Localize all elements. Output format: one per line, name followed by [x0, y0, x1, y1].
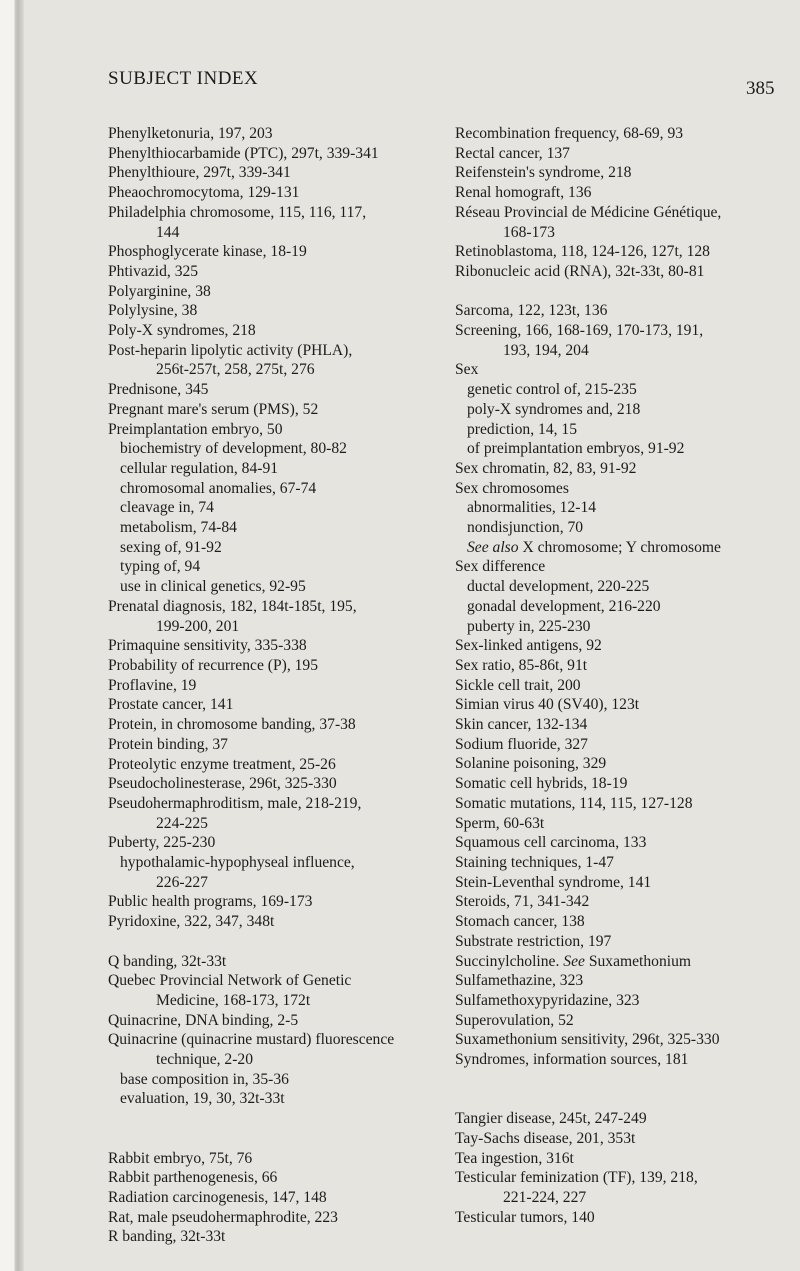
entry-text: biochemistry of development, 80-82: [120, 440, 347, 458]
entry-text: cellular regulation, 84-91: [120, 459, 279, 477]
entry-text: Somatic mutations, 114, 115, 127-128: [455, 794, 693, 812]
index-entry-continuation: [455, 223, 795, 243]
entry-text: Primaquine sensitivity, 335-338: [108, 637, 307, 655]
index-subentry: [455, 577, 795, 597]
entry-heading-text: Succinylcholine.: [455, 952, 564, 970]
see-reference: See: [563, 952, 589, 970]
entry-text: Steroids, 71, 341-342: [455, 893, 590, 911]
index-entry: [455, 360, 795, 380]
index-entry: [108, 321, 448, 341]
entry-text: 224-225: [156, 814, 208, 832]
entry-text: Somatic cell hybrids, 18-19: [455, 775, 628, 793]
index-entry: [455, 1109, 795, 1129]
entry-text: Suxamethonium sensitivity, 296t, 325-330: [455, 1031, 720, 1049]
entry-text: Reifenstein's syndrome, 218: [455, 164, 632, 182]
index-entry: [455, 301, 795, 321]
index-entry: [455, 262, 795, 282]
entry-text: hypothalamic-hypophyseal influence,: [120, 854, 355, 872]
entry-text: Sulfamethoxypyridazine, 323: [455, 991, 640, 1009]
index-entry: [455, 1149, 795, 1169]
entry-text: Sex-linked antigens, 92: [455, 637, 602, 655]
entry-text: Prostate cancer, 141: [108, 696, 234, 714]
index-entry: [455, 814, 795, 834]
index-entry: [108, 715, 448, 735]
index-entry: [455, 932, 795, 952]
entry-text: Tay-Sachs disease, 201, 353t: [455, 1129, 636, 1147]
entry-text: Syndromes, information sources, 181: [455, 1051, 689, 1069]
index-entry: [108, 1227, 448, 1247]
entry-text: Simian virus 40 (SV40), 123t: [455, 696, 640, 714]
entry-text: poly-X syndromes and, 218: [467, 400, 641, 418]
entry-text: Sulfamethazine, 323: [455, 972, 584, 990]
entry-text: Recombination frequency, 68-69, 93: [455, 125, 684, 142]
entry-text: Proflavine, 19: [108, 676, 197, 694]
entry-text: Skin cancer, 132-134: [455, 716, 588, 734]
index-entry: [455, 124, 795, 144]
entry-text: puberty in, 225-230: [467, 617, 591, 635]
index-entry: [108, 676, 448, 696]
index-entry: [455, 695, 795, 715]
index-entry-continuation: [108, 1050, 448, 1070]
entry-text: Polylysine, 38: [108, 302, 198, 320]
index-entry: [108, 1168, 448, 1188]
index-subentry: [108, 577, 448, 597]
index-entry: [108, 282, 448, 302]
entry-text: Sex chromosomes: [455, 479, 569, 497]
entry-text: Polyarginine, 38: [108, 282, 211, 300]
index-entry: [108, 833, 448, 853]
running-header-title: SUBJECT INDEX: [108, 68, 259, 89]
entry-text: Phtivazid, 325: [108, 262, 199, 280]
index-subentry: [108, 459, 448, 479]
index-entry: [108, 1208, 448, 1228]
index-entry: [108, 183, 448, 203]
index-entry: [455, 479, 795, 499]
index-entry: [455, 952, 795, 972]
index-entry: [108, 1188, 448, 1208]
entry-text: Q banding, 32t-33t: [108, 952, 227, 970]
index-entry: [455, 203, 795, 223]
index-entry-continuation: [455, 1188, 795, 1208]
entry-text: Phosphoglycerate kinase, 18-19: [108, 243, 307, 261]
entry-text: Substrate restriction, 197: [455, 932, 612, 950]
index-subentry: [108, 518, 448, 538]
see-also-reference: See also: [467, 538, 523, 556]
entry-text: Pheaochromocytoma, 129-131: [108, 184, 300, 202]
index-entry-continuation: [108, 814, 448, 834]
index-subentry: [108, 498, 448, 518]
index-entry: [108, 971, 448, 991]
index-entry-continuation: [108, 360, 448, 380]
index-entry: [455, 735, 795, 755]
index-subentry: [108, 853, 448, 873]
index-entry: [455, 833, 795, 853]
index-entry: [455, 1208, 795, 1228]
entry-text: Ribonucleic acid (RNA), 32t-33t, 80-81: [455, 262, 705, 280]
index-entry: [108, 1030, 448, 1050]
entry-text: technique, 2-20: [156, 1051, 253, 1069]
entry-text: Sex ratio, 85-86t, 91t: [455, 656, 588, 674]
index-entry: [108, 203, 448, 223]
section-gap: [455, 1089, 795, 1109]
index-entry: [455, 754, 795, 774]
entry-text: Sperm, 60-63t: [455, 814, 545, 832]
index-entry: [108, 163, 448, 183]
entry-text: Tangier disease, 245t, 247-249: [455, 1110, 647, 1128]
entry-text: 144: [156, 223, 180, 241]
entry-text: Proteolytic enzyme treatment, 25-26: [108, 755, 336, 773]
index-subentry: [455, 439, 795, 459]
index-subentry: [108, 1089, 448, 1109]
entry-text: prediction, 14, 15: [467, 420, 578, 438]
entry-text: Post-heparin lipolytic activity (PHLA),: [108, 341, 353, 359]
index-subentry: [455, 400, 795, 420]
entry-text: Philadelphia chromosome, 115, 116, 117,: [108, 203, 367, 221]
entry-text: Screening, 166, 168-169, 170-173, 191,: [455, 322, 704, 340]
index-entry: [108, 597, 448, 617]
entry-text: Pseudohermaphroditism, male, 218-219,: [108, 794, 362, 812]
page-binding-edge: [0, 0, 24, 1271]
index-entry: [108, 341, 448, 361]
entry-text: 256t-257t, 258, 275t, 276: [156, 361, 315, 379]
index-subentry: [455, 538, 795, 558]
index-entry: [108, 794, 448, 814]
entry-text: genetic control of, 215-235: [467, 381, 637, 399]
section-gap: [108, 932, 448, 952]
index-entry: [108, 952, 448, 972]
index-entry: [108, 774, 448, 794]
entry-text: Prednisone, 345: [108, 381, 209, 399]
index-entry: [455, 892, 795, 912]
entry-text: Protein binding, 37: [108, 735, 228, 753]
entry-text: Protein, in chromosome banding, 37-38: [108, 716, 356, 734]
index-entry: [108, 755, 448, 775]
page-number: 385: [746, 78, 775, 99]
index-entry: [108, 144, 448, 164]
index-entry: [455, 183, 795, 203]
index-entry-continuation: [108, 223, 448, 243]
index-entry: [108, 420, 448, 440]
index-entry-continuation: [108, 991, 448, 1011]
index-entry: [455, 656, 795, 676]
index-entry: [455, 1168, 795, 1188]
entry-text: Stein-Leventhal syndrome, 141: [455, 873, 652, 891]
entry-text: Quebec Provincial Network of Genetic: [108, 972, 352, 990]
entry-text: X chromosome; Y chromosome: [522, 538, 721, 556]
entry-text: gonadal development, 216-220: [467, 597, 661, 615]
entry-text: Sarcoma, 122, 123t, 136: [455, 302, 608, 320]
index-entry: [108, 242, 448, 262]
index-entry: [108, 1149, 448, 1169]
index-subentry: [455, 518, 795, 538]
entry-text: Sex difference: [455, 558, 546, 576]
index-entry: [455, 321, 795, 341]
index-entry: [455, 676, 795, 696]
index-entry: [108, 301, 448, 321]
entry-text: ductal development, 220-225: [467, 578, 650, 596]
entry-text: 168-173: [503, 223, 555, 241]
entry-text: Poly-X syndromes, 218: [108, 322, 256, 340]
index-entry: [455, 774, 795, 794]
index-entry: [455, 853, 795, 873]
index-entry: [108, 892, 448, 912]
entry-text: Probability of recurrence (P), 195: [108, 656, 319, 674]
index-entry: [108, 400, 448, 420]
index-entry: [455, 873, 795, 893]
index-entry: [455, 991, 795, 1011]
entry-text: Rectal cancer, 137: [455, 144, 570, 162]
entry-text: use in clinical genetics, 92-95: [120, 578, 306, 596]
index-entry: [108, 262, 448, 282]
entry-text: Solanine poisoning, 329: [455, 755, 607, 773]
entry-text: Renal homograft, 136: [455, 184, 592, 202]
index-entry: [455, 912, 795, 932]
entry-text: Phenylthiocarbamide (PTC), 297t, 339-341: [108, 144, 379, 162]
entry-text: Retinoblastoma, 118, 124-126, 127t, 128: [455, 243, 710, 261]
entry-text: Medicine, 168-173, 172t: [156, 991, 311, 1009]
entry-text: metabolism, 74-84: [120, 519, 237, 537]
entry-text: Sex chromatin, 82, 83, 91-92: [455, 459, 637, 477]
entry-text: Pregnant mare's serum (PMS), 52: [108, 400, 319, 418]
index-subentry: [108, 479, 448, 499]
entry-text: Pyridoxine, 322, 347, 348t: [108, 913, 275, 931]
entry-text: Rabbit embryo, 75t, 76: [108, 1149, 253, 1167]
index-entry: [455, 459, 795, 479]
entry-text: Rabbit parthenogenesis, 66: [108, 1169, 278, 1187]
entry-text: Squamous cell carcinoma, 133: [455, 834, 647, 852]
index-entry: [455, 242, 795, 262]
entry-text: 221-224, 227: [503, 1188, 587, 1206]
entry-text: Testicular feminization (TF), 139, 218,: [455, 1169, 698, 1187]
index-entry: [108, 656, 448, 676]
entry-text: typing of, 94: [120, 558, 201, 576]
entry-text: Sex: [455, 361, 479, 379]
section-gap: [455, 282, 795, 302]
index-entry: [455, 144, 795, 164]
entry-text: Preimplantation embryo, 50: [108, 420, 283, 438]
entry-text: Phenylthioure, 297t, 339-341: [108, 164, 291, 182]
index-entry: [455, 636, 795, 656]
entry-text: cleavage in, 74: [120, 499, 214, 517]
entry-text: 199-200, 201: [156, 617, 240, 635]
entry-text: sexing of, 91-92: [120, 538, 222, 556]
index-subentry: [455, 498, 795, 518]
entry-text: Tea ingestion, 316t: [455, 1149, 574, 1167]
index-entry: [108, 912, 448, 932]
entry-text: Sickle cell trait, 200: [455, 676, 581, 694]
entry-text: Radiation carcinogenesis, 147, 148: [108, 1188, 327, 1206]
index-subentry: [455, 420, 795, 440]
index-subentry: [108, 1070, 448, 1090]
entry-text: Stomach cancer, 138: [455, 913, 585, 931]
entry-text: 226-227: [156, 873, 208, 891]
index-subentry: [455, 617, 795, 637]
entry-text: Prenatal diagnosis, 182, 184t-185t, 195,: [108, 597, 357, 615]
index-subentry: [108, 538, 448, 558]
index-subentry: [108, 557, 448, 577]
entry-text: Staining techniques, 1-47: [455, 854, 614, 871]
index-entry-continuation: [455, 341, 795, 361]
index-entry: [108, 1011, 448, 1031]
index-entry-continuation: [108, 873, 448, 893]
index-entry: [108, 636, 448, 656]
index-subentry: [108, 439, 448, 459]
index-entry: [108, 124, 448, 144]
entry-text: R banding, 32t-33t: [108, 1228, 226, 1246]
entry-text: Rat, male pseudohermaphrodite, 223: [108, 1208, 338, 1226]
index-column-left: [108, 124, 448, 1247]
index-entry: [455, 1011, 795, 1031]
section-gap: [455, 1070, 795, 1090]
index-entry: [455, 1129, 795, 1149]
index-entry: [455, 1030, 795, 1050]
index-subentry: [455, 380, 795, 400]
entry-text: Quinacrine (quinacrine mustard) fluorescence: [108, 1031, 395, 1049]
index-entry: [108, 380, 448, 400]
entry-text: Réseau Provincial de Médicine Génétique,: [455, 203, 722, 221]
section-gap: [108, 1129, 448, 1149]
entry-text: nondisjunction, 70: [467, 519, 584, 537]
entry-text: Testicular tumors, 140: [455, 1208, 595, 1226]
entry-text: Suxamethonium: [588, 952, 692, 970]
index-entry: [455, 715, 795, 735]
entry-text: evaluation, 19, 30, 32t-33t: [120, 1090, 285, 1108]
entry-text: 193, 194, 204: [503, 341, 589, 359]
entry-text: Puberty, 225-230: [108, 834, 216, 852]
entry-text: Quinacrine, DNA binding, 2-5: [108, 1011, 299, 1029]
entry-text: Phenylketonuria, 197, 203: [108, 125, 273, 142]
entry-text: Pseudocholinesterase, 296t, 325-330: [108, 775, 337, 793]
index-subentry: [455, 597, 795, 617]
index-entry-continuation: [108, 617, 448, 637]
entry-text: Sodium fluoride, 327: [455, 735, 588, 753]
index-entry: [455, 557, 795, 577]
index-entry: [455, 163, 795, 183]
section-gap: [108, 1109, 448, 1129]
entry-text: Public health programs, 169-173: [108, 893, 313, 911]
index-entry: [455, 794, 795, 814]
entry-text: Superovulation, 52: [455, 1011, 574, 1029]
index-entry: [108, 735, 448, 755]
entry-text: chromosomal anomalies, 67-74: [120, 479, 317, 497]
index-entry: [455, 971, 795, 991]
index-entry: [108, 695, 448, 715]
entry-text: abnormalities, 12-14: [467, 499, 597, 517]
entry-text: base composition in, 35-36: [120, 1070, 289, 1088]
index-entry: [455, 1050, 795, 1070]
entry-text: of preimplantation embryos, 91-92: [467, 440, 685, 458]
index-column-right: [455, 124, 795, 1227]
